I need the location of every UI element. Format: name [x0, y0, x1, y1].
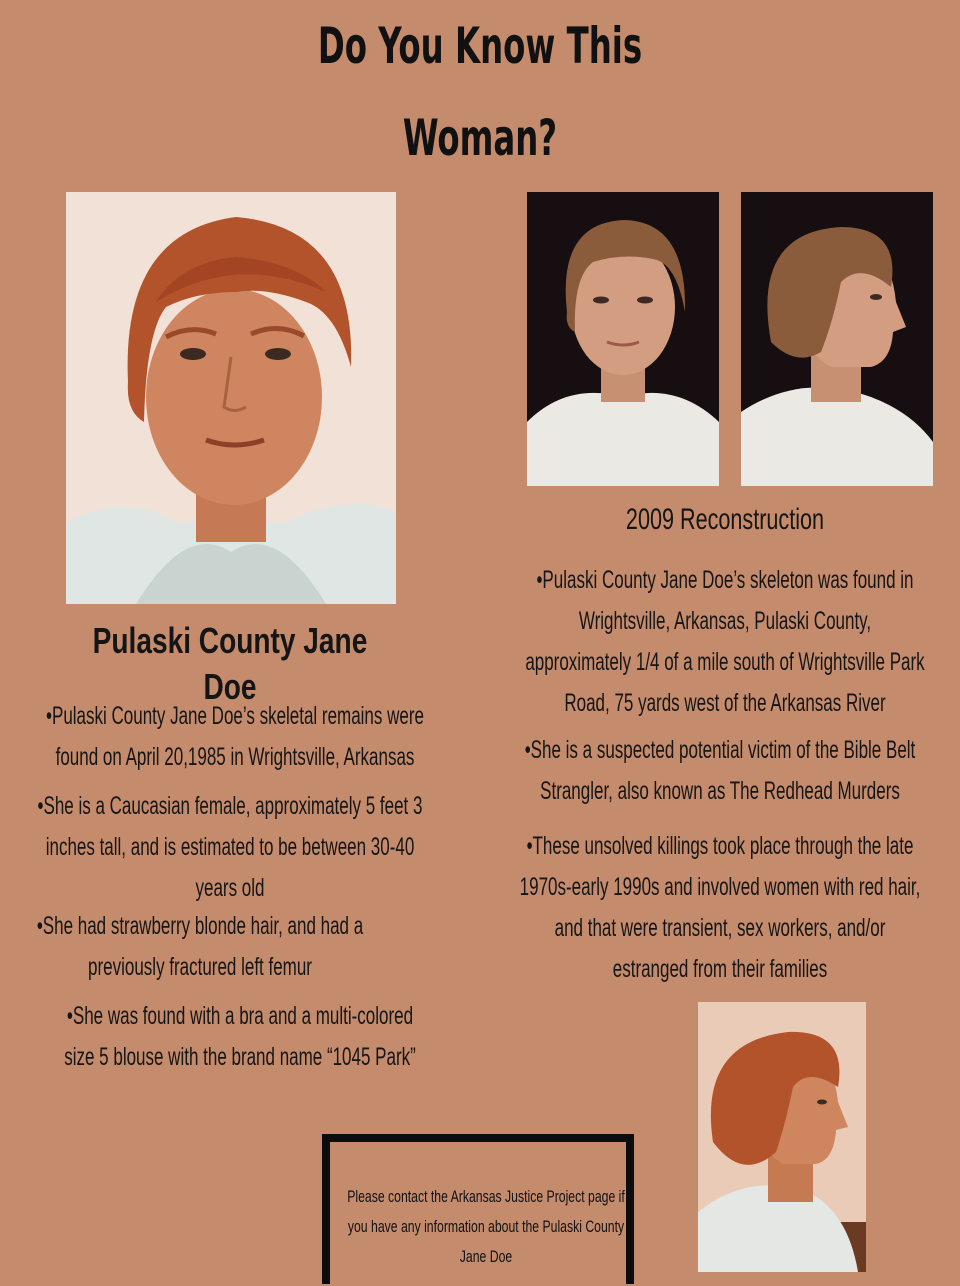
left-bullet-3: •She had strawberry blonde hair, and had a previously fractured left femur [36, 912, 364, 981]
reconstruction-2009-front-photo [527, 192, 719, 486]
left-bullet-4: •She was found with a bra and a multi-colored size 5 blouse with the brand name “1045 Park” [64, 1002, 416, 1071]
reconstruction-2009-side-photo [741, 192, 933, 486]
jane-doe-heading: Pulaski County Jane Doe [92, 620, 368, 707]
contact-box [322, 1134, 634, 1284]
page-title-line-2: Woman? [402, 109, 558, 167]
right-bullet-3: •These unsolved killings took place through the late 1970s-early 1990s and involved women with red hair, and that were transient, sex workers, and/or estranged from their families [519, 832, 921, 983]
page-title-line-1: Do You Know This [317, 17, 643, 75]
reconstruction-caption: 2009 Reconstruction [625, 503, 825, 536]
right-bullet-2: •She is a suspected potential victim of the Bible Belt Strangler, also known as The Redhead Murders [524, 736, 916, 805]
left-bullet-1: •Pulaski County Jane Doe’s skeletal remains were found on April 20,1985 in Wrightsville, Arkansas [46, 702, 424, 771]
small-profile-photo [698, 1002, 866, 1272]
contact-text: Please contact the Arkansas Justice Project page if you have any information about the Pulaski County Jane Doe [347, 1187, 625, 1266]
left-bullet-2: •She is a Caucasian female, approximately 5 feet 3 inches tall, and is estimated to be between 30-40 years old [37, 792, 423, 902]
right-bullet-1: •Pulaski County Jane Doe’s skeleton was found in Wrightsville, Arkansas, Pulaski County, approximately 1/4 of a mile south of Wrightsville Park Road, 75 yards west of the Arkansas River [525, 566, 925, 717]
main-reconstruction-photo [66, 192, 396, 604]
